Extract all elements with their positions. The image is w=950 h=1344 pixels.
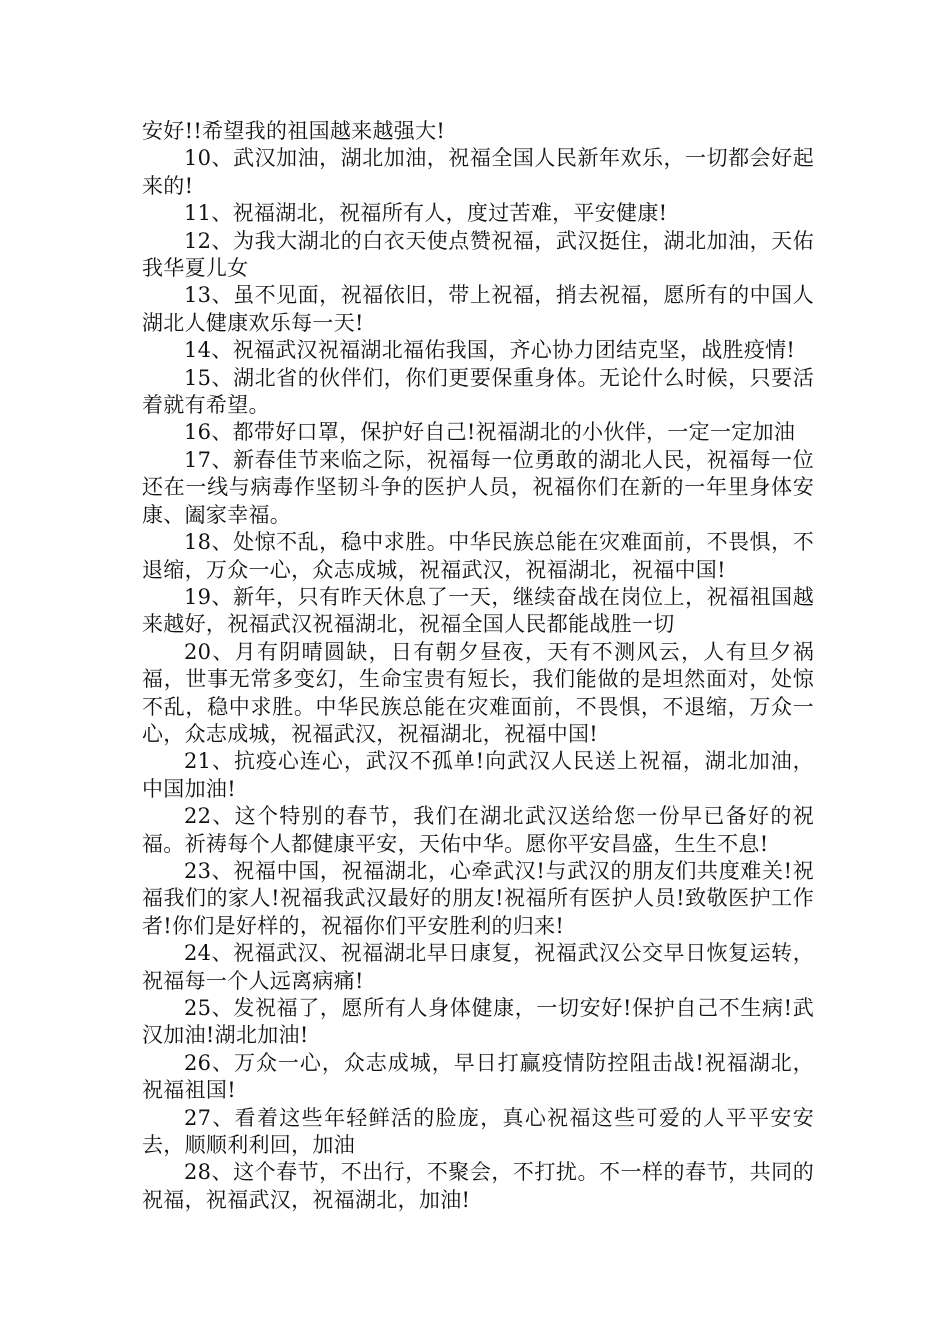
list-item: 17、新春佳节来临之际，祝福每一位勇敢的湖北人民，祝福每一位还在一线与病毒作坚韧斗争的医护人员，祝福你们在新的一年里身体安康、阖家幸福。	[142, 447, 814, 527]
list-item: 21、抗疫心连心，武汉不孤单!向武汉人民送上祝福，湖北加油，中国加油!	[142, 749, 814, 801]
list-item: 22、这个特别的春节，我们在湖北武汉送给您一份早已备好的祝福。祈祷每个人都健康平安，天佑中华。愿你平安昌盛，生生不息!	[142, 804, 814, 856]
list-item: 19、新年，只有昨天休息了一天，继续奋战在岗位上，祝福祖国越来越好，祝福武汉祝福湖北，祝福全国人民都能战胜一切	[142, 584, 814, 637]
list-item: 23、祝福中国，祝福湖北，心牵武汉!与武汉的朋友们共度难关!祝福我们的家人!祝福我武汉最好的朋友!祝福所有医护人员!致敬医护工作者!你们是好样的，祝福你们平安胜利的归来!	[142, 858, 814, 938]
list-item: 26、万众一心，众志成城，早日打赢疫情防控阻击战!祝福湖北，祝福祖国!	[142, 1050, 814, 1103]
list-item: 12、为我大湖北的白衣天使点赞祝福，武汉挺住，湖北加油，天佑我华夏儿女	[142, 228, 814, 281]
list-item: 20、月有阴晴圆缺，日有朝夕昼夜，天有不测风云，人有旦夕祸福，世事无常多变幻，生命宝贵有短长，我们能做的是坦然面对，处惊不乱，稳中求胜。中华民族总能在灾难面前，不畏惧，不退缩，万众一心，众志成城，祝福武汉，祝福湖北，祝福中国!	[142, 639, 814, 746]
list-item: 13、虽不见面，祝福依旧，带上祝福，捎去祝福，愿所有的中国人湖北人健康欢乐每一天!	[142, 283, 814, 335]
list-item: 25、发祝福了，愿所有人身体健康，一切安好!保护自己不生病!武汉加油!湖北加油!	[142, 996, 814, 1048]
lead-line: 安好!!希望我的祖国越来越强大!	[142, 119, 446, 143]
list-item: 27、看着这些年轻鲜活的脸庞，真心祝福这些可爱的人平平安安去，顺顺利利回，加油	[142, 1105, 814, 1158]
list-item: 10、武汉加油，湖北加油，祝福全国人民新年欢乐，一切都会好起来的!	[142, 146, 814, 198]
list-item: 16、都带好口罩，保护好自己!祝福湖北的小伙伴，一定一定加油	[184, 420, 796, 445]
list-item: 24、祝福武汉、祝福湖北早日康复，祝福武汉公交早日恢复运转，祝福每一个人远离病痛!	[142, 941, 814, 993]
list-item: 28、这个春节，不出行，不聚会，不打扰。不一样的春节，共同的祝福，祝福武汉，祝福湖北，加油!	[142, 1160, 814, 1212]
list-item: 15、湖北省的伙伴们，你们更要保重身体。无论什么时候，只要活着就有希望。	[142, 365, 814, 418]
list-item: 18、处惊不乱，稳中求胜。中华民族总能在灾难面前，不畏惧，不退缩，万众一心，众志成城，祝福武汉，祝福湖北，祝福中国!	[142, 530, 814, 582]
list-item: 14、祝福武汉祝福湖北福佑我国，齐心协力团结克坚，战胜疫情!	[184, 338, 796, 363]
list-item: 11、祝福湖北，祝福所有人，度过苦难，平安健康!	[184, 201, 668, 226]
document-body	[142, 118, 814, 1214]
